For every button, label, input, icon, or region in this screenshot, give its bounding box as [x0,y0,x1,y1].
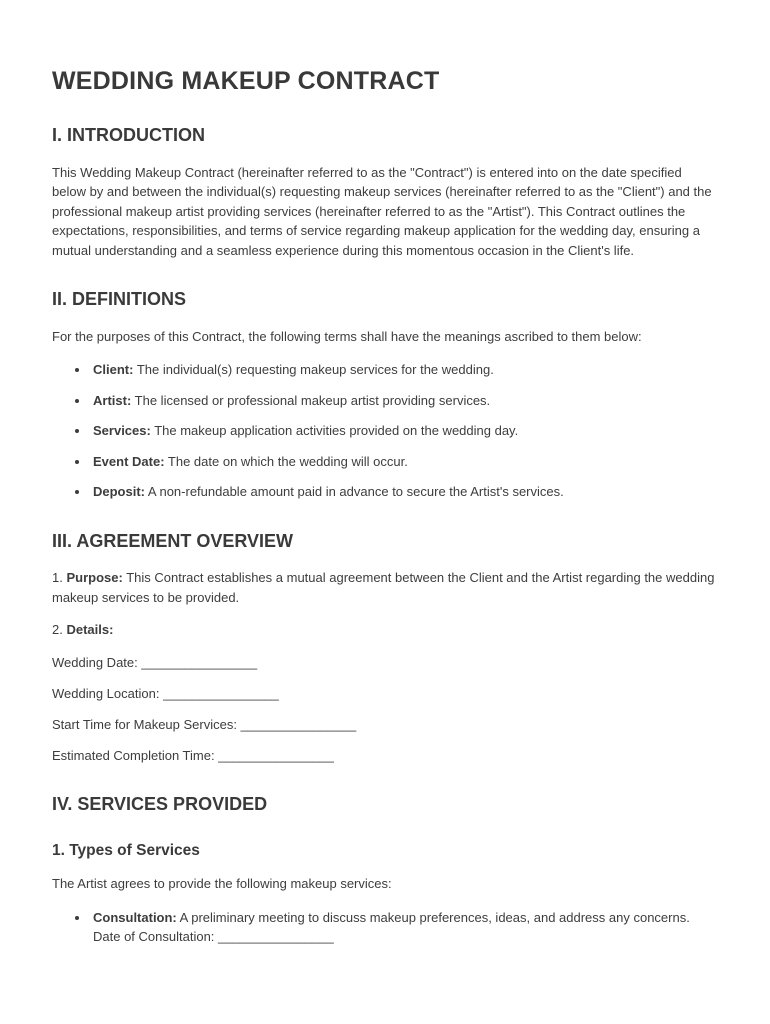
details-paragraph [52,620,718,640]
field-start-time [52,715,718,735]
field-label: Wedding Location: [52,685,160,701]
purpose-text: This Contract establishes a mutual agreement between the Client and the Artist regarding the wedding makeup services to be provided. [52,570,715,605]
details-term: Details: [66,622,114,638]
field-wedding-date [52,653,718,673]
list-item-artist [90,391,718,411]
services-lead: The Artist agrees to provide the following makeup services: [52,876,392,892]
fill-in-blank: ________________ [218,929,334,945]
field-label: Estimated Completion Time: [52,747,215,763]
definition-text: The licensed or professional makeup artist providing services. [134,392,491,408]
fill-in-blank: ________________ [163,685,279,701]
fill-in-blank: ________________ [218,747,334,763]
definition-term: Artist: [93,392,132,408]
list-item-services [90,421,718,441]
service-text: A preliminary meeting to discuss makeup preferences, ideas, and address any concerns. Date of Consultation: [93,909,690,945]
definition-term: Client: [93,362,134,378]
section-heading-definitions: II. DEFINITIONS [52,289,187,310]
definition-text: A non-refundable amount paid in advance to secure the Artist's services. [147,484,564,500]
definitions-lead: For the purposes of this Contract, the following terms shall have the meanings ascribed to them below: [52,328,642,344]
definition-term: Deposit: [93,484,145,500]
list-item-consultation [90,908,718,947]
list-item-client [90,360,718,380]
definition-text: The date on which the wedding will occur. [167,453,408,469]
definition-term: Services: [93,423,151,439]
subheading-types-of-services: 1. Types of Services [52,841,200,859]
field-wedding-location [52,684,718,704]
section-heading-introduction: I. INTRODUCTION [52,125,205,145]
field-label: Wedding Date: [52,654,138,670]
item-number: 1. [52,570,63,586]
fill-in-blank: ________________ [141,654,258,670]
definition-text: The individual(s) requesting makeup services for the wedding. [136,362,494,378]
field-label: Start Time for Makeup Services: [52,716,237,732]
section-heading-agreement-overview: III. AGREEMENT OVERVIEW [52,530,294,551]
definition-text: The makeup application activities provided on the wedding day. [154,423,519,439]
list-item-deposit [90,482,718,502]
intro-paragraph: This Wedding Makeup Contract (hereinafter referred to as the "Contract") is entered into on the date specified below by and between the individual(s) requesting makeup services (hereinafter referred to as the "Client") and the professional makeup artist providing services (hereinafter referred to as the "Artist"). This Contract outlines the expectations, responsibilities, and terms of service regarding makeup application for the wedding day, ensuring a mutual understanding and a seamless experience during this momentous occasion in the Client's life. [52,164,712,258]
purpose-paragraph [52,568,718,607]
service-term: Consultation: [93,909,177,925]
document-title: WEDDING MAKEUP CONTRACT [52,67,440,95]
purpose-term: Purpose: [66,570,123,586]
definition-term: Event Date: [93,453,165,469]
list-item-event-date [90,452,718,472]
definitions-list [52,360,718,502]
field-completion-time [52,746,718,766]
section-heading-services-provided: IV. SERVICES PROVIDED [52,794,268,815]
item-number: 2. [52,622,63,638]
fill-in-blank: ________________ [240,716,357,732]
services-list [52,908,718,947]
